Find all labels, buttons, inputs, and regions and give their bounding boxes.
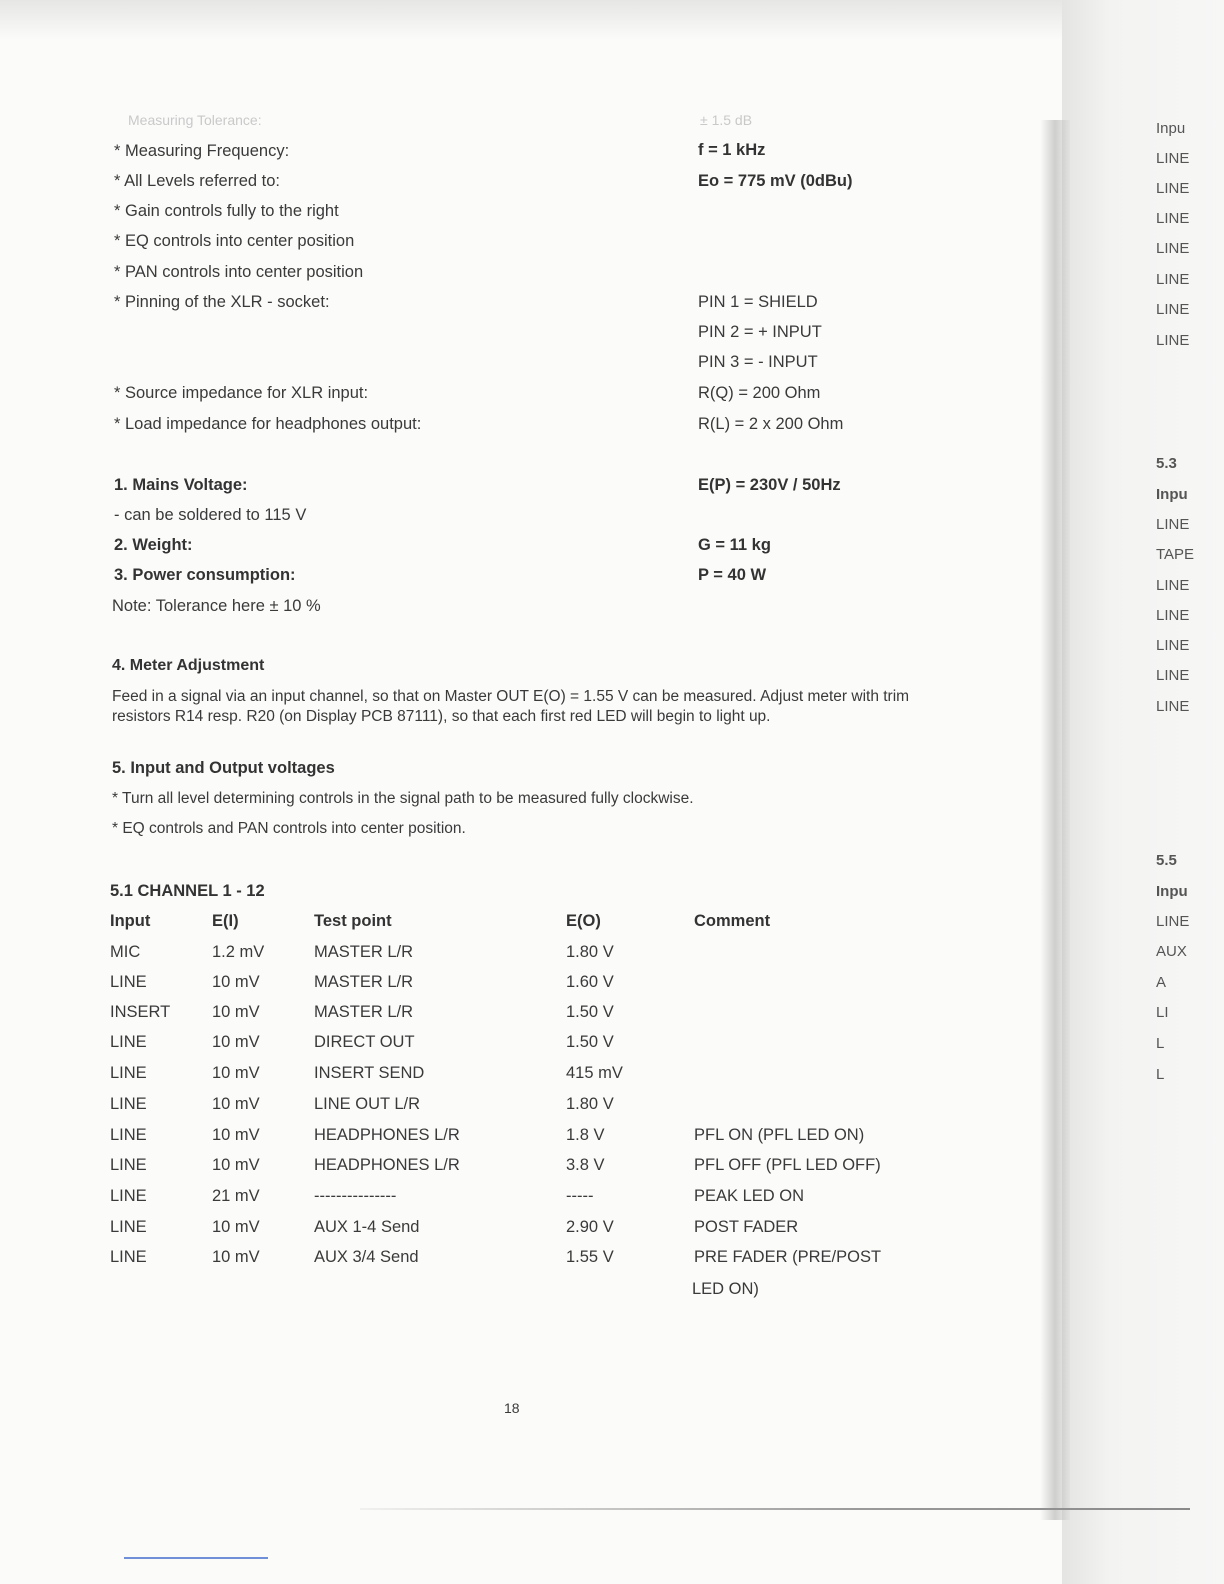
fragment: Inpu: [1156, 486, 1188, 503]
cell-input: LINE: [110, 1218, 147, 1236]
io-bullet: * EQ controls and PAN controls into center position.: [112, 820, 466, 837]
fragment: AUX: [1156, 943, 1187, 960]
cell-test-point: ---------------: [314, 1187, 397, 1205]
fragment: LINE: [1156, 637, 1190, 654]
cell-test-point: LINE OUT L/R: [314, 1095, 421, 1113]
condition-value: PIN 2 = + INPUT: [698, 323, 822, 341]
condition-label: * PAN controls into center position: [114, 263, 364, 281]
fragment: LINE: [1156, 516, 1190, 533]
cell-input: LINE: [110, 1126, 147, 1144]
fragment: LINE: [1156, 240, 1190, 257]
weight-value: G = 11 kg: [698, 536, 771, 554]
cell-e-out: 1.50 V: [566, 1033, 614, 1051]
fragment: 5.3: [1156, 455, 1177, 472]
cell-test-point: AUX 1-4 Send: [314, 1218, 420, 1236]
condition-value: R(L) = 2 x 200 Ohm: [698, 415, 844, 433]
condition-value: Eo = 775 mV (0dBu): [698, 172, 853, 190]
cell-e-in: 10 mV: [212, 1248, 260, 1266]
fragment: LINE: [1156, 180, 1190, 197]
book-gutter: [1040, 120, 1070, 1520]
cell-e-out: -----: [566, 1187, 594, 1205]
cell-e-out: 1.80 V: [566, 943, 614, 961]
condition-label: * Gain controls fully to the right: [114, 202, 339, 220]
cell-test-point: HEADPHONES L/R: [314, 1156, 460, 1174]
page-number: 18: [504, 1400, 520, 1416]
header-e-in: E(I): [212, 912, 239, 930]
condition-label: * Load impedance for headphones output:: [114, 415, 422, 433]
weight-title: 2. Weight:: [114, 536, 193, 554]
cell-e-in: 10 mV: [212, 1003, 260, 1021]
cell-test-point: MASTER L/R: [314, 973, 414, 991]
cell-e-out: 1.8 V: [566, 1126, 605, 1144]
fragment: LINE: [1156, 607, 1190, 624]
cell-e-in: 10 mV: [212, 1064, 260, 1082]
condition-value: PIN 1 = SHIELD: [698, 293, 818, 311]
mains-voltage-note: - can be soldered to 115 V: [114, 506, 307, 524]
mains-voltage-title: 1. Mains Voltage:: [114, 476, 248, 494]
channel-table-title: 5.1 CHANNEL 1 - 12: [110, 882, 265, 900]
fragment: Inpu: [1156, 883, 1188, 900]
fragment: L: [1156, 1035, 1165, 1052]
cell-comment-continuation: LED ON): [692, 1280, 759, 1298]
condition-label: * Source impedance for XLR input:: [114, 384, 369, 402]
tolerance-note: Note: Tolerance here ± 10 %: [112, 597, 321, 615]
cell-test-point: DIRECT OUT: [314, 1033, 415, 1051]
cell-e-in: 10 mV: [212, 1156, 260, 1174]
fragment: LINE: [1156, 667, 1190, 684]
fragment: LINE: [1156, 271, 1190, 288]
cell-e-in: 10 mV: [212, 973, 260, 991]
cell-input: INSERT: [110, 1003, 171, 1021]
cell-e-out: 1.50 V: [566, 1003, 614, 1021]
condition-value: f = 1 kHz: [698, 141, 766, 159]
fragment: LINE: [1156, 332, 1190, 349]
cell-comment: PEAK LED ON: [694, 1187, 805, 1205]
page-edge-line: [360, 1508, 1190, 1510]
fragment: A: [1156, 974, 1167, 991]
meter-adjustment-text: Feed in a signal via an input channel, so that on Master OUT E(O) = 1.55 V can be measured. Adjust meter with trim resistors R14 resp. R20 (on Display PCB 87111), so that each first red LED will begin to light up.: [112, 688, 910, 725]
fragment: LINE: [1156, 210, 1190, 227]
scan-shadow: [0, 0, 1224, 40]
fragment: LINE: [1156, 150, 1190, 167]
power-title: 3. Power consumption:: [114, 566, 296, 584]
fragment: LINE: [1156, 301, 1190, 318]
io-bullet: * Turn all level determining controls in the signal path to be measured fully clockwise.: [112, 790, 694, 807]
cell-e-out: 1.80 V: [566, 1095, 614, 1113]
facing-page: [1062, 0, 1224, 1584]
cell-test-point: MASTER L/R: [314, 1003, 414, 1021]
fragment: LI: [1156, 1004, 1169, 1021]
header-e-out: E(O): [566, 912, 601, 930]
fragment: LINE: [1156, 698, 1190, 715]
cell-comment: POST FADER: [694, 1218, 799, 1236]
fragment: LINE: [1156, 913, 1190, 930]
cell-e-out: 1.55 V: [566, 1248, 614, 1266]
cut-off-text-left: Measuring Tolerance:: [128, 112, 262, 128]
cell-e-out: 3.8 V: [566, 1156, 605, 1174]
cell-e-in: 10 mV: [212, 1033, 260, 1051]
cell-test-point: INSERT SEND: [314, 1064, 425, 1082]
cell-input: LINE: [110, 1156, 147, 1174]
fragment: 5.5: [1156, 852, 1177, 869]
cut-off-text-right: ± 1.5 dB: [700, 112, 753, 128]
fragment: LINE: [1156, 577, 1190, 594]
condition-label: * EQ controls into center position: [114, 232, 355, 250]
condition-label: * All Levels referred to:: [114, 172, 280, 190]
header-test-point: Test point: [314, 912, 392, 930]
cell-e-in: 1.2 mV: [212, 943, 265, 961]
mains-voltage-value: E(P) = 230V / 50Hz: [698, 476, 841, 494]
cell-input: LINE: [110, 1095, 147, 1113]
condition-value: R(Q) = 200 Ohm: [698, 384, 821, 402]
cell-e-out: 415 mV: [566, 1064, 623, 1082]
cell-comment: PRE FADER (PRE/POST: [694, 1248, 882, 1266]
cell-comment: PFL ON (PFL LED ON): [694, 1126, 865, 1144]
cell-comment: PFL OFF (PFL LED OFF): [694, 1156, 881, 1174]
fragment: L: [1156, 1066, 1165, 1083]
scan-marker-line: [124, 1557, 268, 1559]
fragment: Inpu: [1156, 120, 1186, 137]
cell-input: LINE: [110, 973, 147, 991]
cell-input: LINE: [110, 1064, 147, 1082]
header-comment: Comment: [694, 912, 771, 930]
cell-test-point: AUX 3/4 Send: [314, 1248, 419, 1266]
cell-e-in: 10 mV: [212, 1095, 260, 1113]
power-value: P = 40 W: [698, 566, 767, 584]
condition-label: * Measuring Frequency:: [114, 142, 290, 160]
header-input: Input: [110, 912, 151, 930]
cell-input: MIC: [110, 943, 141, 961]
fragment: TAPE: [1156, 546, 1195, 563]
condition-value: PIN 3 = - INPUT: [698, 353, 818, 371]
condition-label: * Pinning of the XLR - socket:: [114, 293, 330, 311]
cell-input: LINE: [110, 1033, 147, 1051]
cell-e-in: 10 mV: [212, 1126, 260, 1144]
cell-input: LINE: [110, 1248, 147, 1266]
cell-e-out: 1.60 V: [566, 973, 614, 991]
meter-adjustment-title: 4. Meter Adjustment: [112, 657, 265, 674]
io-voltages-title: 5. Input and Output voltages: [112, 759, 335, 777]
cell-e-in: 10 mV: [212, 1218, 260, 1236]
cell-test-point: MASTER L/R: [314, 943, 414, 961]
cell-e-out: 2.90 V: [566, 1218, 614, 1236]
cell-input: LINE: [110, 1187, 147, 1205]
cell-e-in: 21 mV: [212, 1187, 260, 1205]
cell-test-point: HEADPHONES L/R: [314, 1126, 460, 1144]
